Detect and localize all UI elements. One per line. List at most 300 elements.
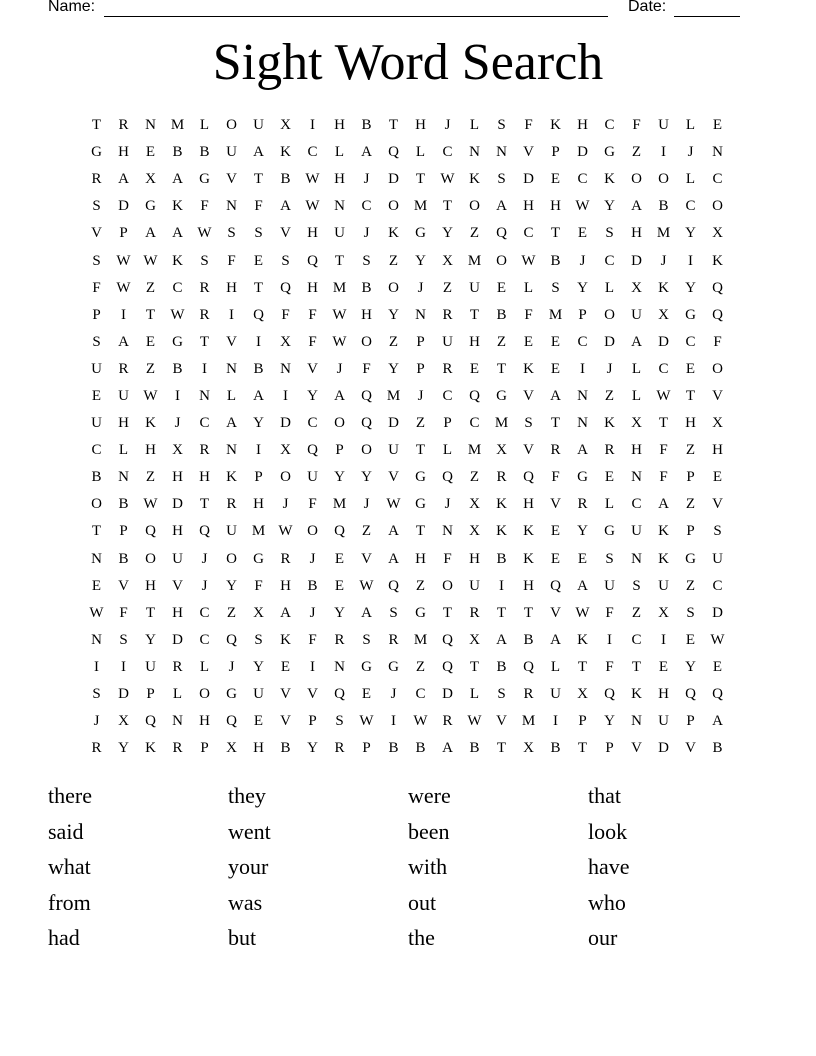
grid-cell: E [658,658,669,675]
grid-cell: Q [361,415,372,432]
grid-cell: E [496,279,507,296]
date-field-line [674,16,740,17]
grid-cell: W [278,523,293,540]
grid-cell: N [442,523,453,540]
grid-cell: A [172,171,183,188]
grid-cell: G [415,496,426,513]
grid-cell: B [118,496,129,513]
grid-cell: N [226,442,237,459]
grid-cell: O [712,360,723,377]
grid-cell: H [118,144,129,161]
grid-cell: Y [604,198,615,215]
grid-cell: Q [496,225,507,242]
grid-cell: X [631,279,642,296]
grid-cell: J [444,117,451,134]
grid-cell: D [280,415,291,432]
grid-cell: X [523,740,534,757]
grid-cell: S [92,198,101,215]
grid-cell: Y [442,225,453,242]
grid-cell: N [469,144,480,161]
grid-row [83,681,731,708]
grid-cell: I [661,631,666,648]
grid-cell: G [388,658,399,675]
grid-cell: P [686,713,695,730]
grid-cell: Y [415,252,426,269]
grid-cell: G [415,604,426,621]
word-list-item: who [588,889,626,915]
grid-cell: C [631,496,642,513]
grid-cell: R [172,740,183,757]
grid-cell: A [226,415,237,432]
grid-cell: D [523,171,534,188]
grid-cell: F [524,117,533,134]
grid-cell: F [254,198,263,215]
grid-cell: W [575,604,590,621]
grid-cell: G [604,144,615,161]
page-title: Sight Word Search [212,34,604,91]
grid-cell: Y [118,740,129,757]
grid-cell: J [363,171,370,188]
grid-cell: Y [145,631,156,648]
grid-cell: V [361,550,372,567]
grid-cell: P [362,740,371,757]
grid-cell: H [469,333,480,350]
grid-cell: T [469,306,480,323]
grid-cell: Z [415,415,426,432]
grid-cell: B [496,658,507,675]
grid-cell: Q [388,577,399,594]
grid-cell: Y [334,469,345,486]
grid-cell: F [605,604,614,621]
grid-cell: W [440,171,455,188]
grid-cell: Y [685,279,696,296]
grid-cell: V [307,360,318,377]
grid-cell: R [334,631,345,648]
grid-row [83,491,731,518]
grid-cell: U [172,550,183,567]
grid-cell: W [332,306,347,323]
grid-cell: P [551,144,560,161]
grid-cell: R [280,550,291,567]
grid-cell: U [658,577,669,594]
grid-cell: S [605,550,614,567]
grid-cell: L [523,279,534,296]
grid-cell: Z [685,442,696,459]
grid-cell: X [280,333,291,350]
grid-cell: I [607,631,612,648]
grid-cell: Z [685,496,696,513]
grid-cell: T [253,279,264,296]
grid-cell: T [145,306,156,323]
grid-cell: Q [388,144,399,161]
grid-cell: K [145,740,156,757]
grid-cell: F [632,117,641,134]
grid-cell: H [253,496,264,513]
grid-cell: U [469,279,480,296]
grid-cell: R [118,360,129,377]
grid-cell: S [254,631,263,648]
grid-cell: W [143,387,158,404]
grid-cell: S [362,252,371,269]
grid-cell: S [632,577,641,594]
grid-cell: H [631,442,642,459]
grid-cell: B [118,550,129,567]
grid-cell: X [469,523,480,540]
grid-row [83,410,731,437]
grid-row [83,437,731,464]
grid-cell: U [307,469,318,486]
grid-cell: G [253,550,264,567]
grid-cell: Y [307,740,318,757]
grid-cell: E [685,631,696,648]
grid-cell: C [631,631,642,648]
grid-cell: Y [577,279,588,296]
grid-cell: P [578,306,587,323]
grid-cell: U [334,225,345,242]
grid-cell: I [688,252,693,269]
grid-cell: N [226,360,237,377]
grid-cell: V [523,442,534,459]
grid-cell: M [386,387,401,404]
grid-cell: M [467,252,482,269]
grid-cell: Y [253,658,264,675]
grid-cell: M [251,523,266,540]
word-list-item: they [228,783,266,808]
grid-cell: C [307,144,318,161]
grid-cell: B [172,144,183,161]
grid-cell: K [658,523,669,540]
grid-cell: Q [145,523,156,540]
grid-cell: Z [631,604,642,621]
grid-cell: B [361,279,372,296]
grid-cell: Q [361,387,372,404]
grid-cell: K [145,415,156,432]
grid-cell: S [92,333,101,350]
grid-cell: E [550,171,561,188]
grid-cell: Y [334,604,345,621]
grid-cell: T [523,604,534,621]
grid-cell: V [307,686,318,703]
grid-cell: N [631,469,642,486]
grid-cell: U [388,442,399,459]
grid-cell: U [91,415,102,432]
grid-cell: B [280,171,291,188]
grid-cell: O [334,415,345,432]
word-list [48,780,768,958]
grid-cell: S [551,279,560,296]
grid-cell: T [442,198,453,215]
grid-cell: Q [280,279,291,296]
grid-cell: H [361,306,372,323]
grid-cell: T [469,658,480,675]
grid-cell: S [362,631,371,648]
grid-cell: B [496,306,507,323]
grid-cell: X [280,117,291,134]
word-list-item: there [48,783,92,808]
grid-cell: H [172,523,183,540]
grid-cell: S [389,604,398,621]
grid-cell: B [253,360,264,377]
grid-cell: V [226,333,237,350]
grid-cell: T [442,604,453,621]
grid-cell: O [388,198,399,215]
grid-cell: L [199,117,210,134]
grid-cell: W [116,252,131,269]
grid-cell: W [656,387,671,404]
grid-cell: A [253,144,264,161]
grid-cell: J [687,144,694,161]
grid-cell: P [254,469,263,486]
grid-cell: O [712,198,723,215]
grid-row [83,708,731,735]
grid-row [83,735,731,762]
grid-cell: M [332,279,347,296]
grid-cell: E [550,550,561,567]
grid-cell: A [280,604,291,621]
grid-cell: H [172,469,183,486]
grid-cell: M [413,631,428,648]
grid-cell: X [712,415,723,432]
grid-cell: R [118,117,129,134]
word-list-item: the [408,925,435,950]
grid-cell: T [658,415,669,432]
grid-cell: T [415,523,426,540]
grid-cell: H [199,713,210,730]
grid-cell: R [91,740,102,757]
name-label: Name: [48,0,96,15]
grid-cell: C [523,225,534,242]
grid-row [83,518,731,545]
grid-cell: C [577,333,588,350]
grid-cell: B [172,360,183,377]
grid-cell: O [469,198,480,215]
grid-cell: S [281,252,290,269]
word-list-item: that [588,783,621,808]
grid-cell: E [361,686,372,703]
grid-cell: R [334,740,345,757]
grid-cell: A [658,496,669,513]
grid-cell: P [605,740,614,757]
grid-cell: Y [361,469,372,486]
grid-cell: D [388,171,399,188]
grid-cell: Q [334,523,345,540]
grid-cell: F [308,631,317,648]
grid-cell: T [496,360,507,377]
grid-cell: E [523,333,534,350]
grid-cell: E [145,144,156,161]
grid-cell: V [280,686,291,703]
grid-cell: M [332,496,347,513]
grid-cell: H [685,415,696,432]
grid-cell: M [170,117,185,134]
grid-cell: C [91,442,102,459]
grid-cell: Q [442,658,453,675]
grid-cell: N [334,198,345,215]
grid-cell: X [226,740,237,757]
grid-cell: S [497,171,506,188]
grid-cell: P [335,442,344,459]
grid-cell: E [712,117,723,134]
grid-cell: M [494,415,509,432]
grid-cell: Q [307,442,318,459]
grid-cell: W [386,496,401,513]
grid-cell: V [496,713,507,730]
grid-cell: U [226,523,237,540]
grid-cell: Y [307,387,318,404]
grid-cell: E [253,252,264,269]
grid-cell: C [442,387,453,404]
word-list-item: was [228,889,263,915]
grid-cell: X [118,713,129,730]
grid-cell: D [577,144,588,161]
grid-cell: L [172,686,183,703]
grid-cell: L [469,686,480,703]
grid-cell: Z [226,604,237,621]
grid-cell: D [712,604,723,621]
grid-cell: F [92,279,101,296]
grid-cell: P [578,713,587,730]
grid-cell: V [550,496,561,513]
grid-cell: I [256,333,261,350]
grid-cell: E [253,713,264,730]
grid-cell: W [521,252,536,269]
name-field-line [104,16,608,17]
grid-cell: F [254,577,263,594]
grid-cell: W [305,171,320,188]
grid-cell: I [499,577,504,594]
grid-cell: M [467,442,482,459]
grid-cell: Q [442,469,453,486]
grid-cell: B [91,469,102,486]
grid-cell: I [310,117,315,134]
grid-cell: Q [685,686,696,703]
grid-cell: N [91,550,102,567]
grid-cell: A [631,198,642,215]
grid-cell: T [199,333,210,350]
grid-cell: D [442,686,453,703]
grid-cell: Q [604,686,615,703]
word-list-item: were [408,783,451,808]
grid-cell: S [686,604,695,621]
grid-cell: H [118,415,129,432]
grid-cell: T [550,225,561,242]
grid-cell: J [309,604,316,621]
grid-cell: E [604,469,615,486]
grid-cell: E [550,333,561,350]
grid-cell: H [334,117,345,134]
grid-cell: X [253,604,264,621]
grid-cell: W [170,306,185,323]
grid-cell: G [172,333,183,350]
grid-cell: T [91,523,102,540]
grid-cell: U [145,658,156,675]
grid-cell: K [172,252,183,269]
grid-cell: U [631,306,642,323]
grid-cell: Z [145,469,156,486]
grid-cell: S [119,631,128,648]
grid-cell: Z [388,252,399,269]
grid-cell: K [496,523,507,540]
grid-cell: H [523,496,534,513]
grid-cell: E [145,333,156,350]
word-list-item: have [588,854,630,879]
grid-cell: R [496,469,507,486]
grid-cell: W [332,333,347,350]
grid-cell: X [469,496,480,513]
grid-cell: Z [361,523,372,540]
grid-cell: S [524,415,533,432]
grid-cell: U [226,144,237,161]
grid-cell: L [631,387,642,404]
grid-cell: W [197,225,212,242]
grid-cell: M [521,713,536,730]
grid-cell: H [226,279,237,296]
grid-cell: X [280,442,291,459]
grid-cell: K [631,686,642,703]
grid-cell: O [199,686,210,703]
grid-cell: A [145,225,156,242]
grid-cell: I [121,306,126,323]
grid-cell: L [334,144,345,161]
grid-cell: A [334,387,345,404]
grid-cell: B [550,740,561,757]
grid-cell: T [415,442,426,459]
grid-cell: N [577,387,588,404]
grid-cell: F [443,550,452,567]
grid-cell: E [577,225,588,242]
grid-cell: I [175,387,180,404]
grid-cell: Y [685,225,696,242]
grid-cell: J [282,496,289,513]
grid-cell: F [308,496,317,513]
grid-cell: B [523,631,534,648]
grid-cell: T [145,604,156,621]
grid-cell: R [91,171,102,188]
grid-cell: Y [388,360,399,377]
grid-cell: N [118,469,129,486]
grid-cell: E [469,360,480,377]
grid-cell: I [310,658,315,675]
grid-cell: O [307,523,318,540]
grid-cell: J [417,387,424,404]
grid-cell: X [577,686,588,703]
grid-cell: C [307,415,318,432]
grid-cell: O [226,117,237,134]
grid-cell: N [199,387,210,404]
grid-cell: F [659,469,668,486]
grid-cell: E [91,387,102,404]
grid-cell: C [361,198,372,215]
grid-cell: X [469,631,480,648]
word-list-item: said [48,818,84,844]
grid-cell: H [712,442,723,459]
grid-cell: D [604,333,615,350]
grid-cell: G [415,469,426,486]
grid-cell: F [659,442,668,459]
grid-row [83,654,731,681]
grid-cell: J [336,360,343,377]
grid-cell: B [550,252,561,269]
grid-cell: F [605,658,614,675]
grid-cell: Z [469,225,480,242]
grid-cell: C [199,604,210,621]
grid-cell: A [361,604,372,621]
grid-cell: F [308,306,317,323]
grid-cell: S [92,252,101,269]
grid-cell: V [226,171,237,188]
grid-cell: O [604,306,615,323]
grid-cell: V [685,740,696,757]
